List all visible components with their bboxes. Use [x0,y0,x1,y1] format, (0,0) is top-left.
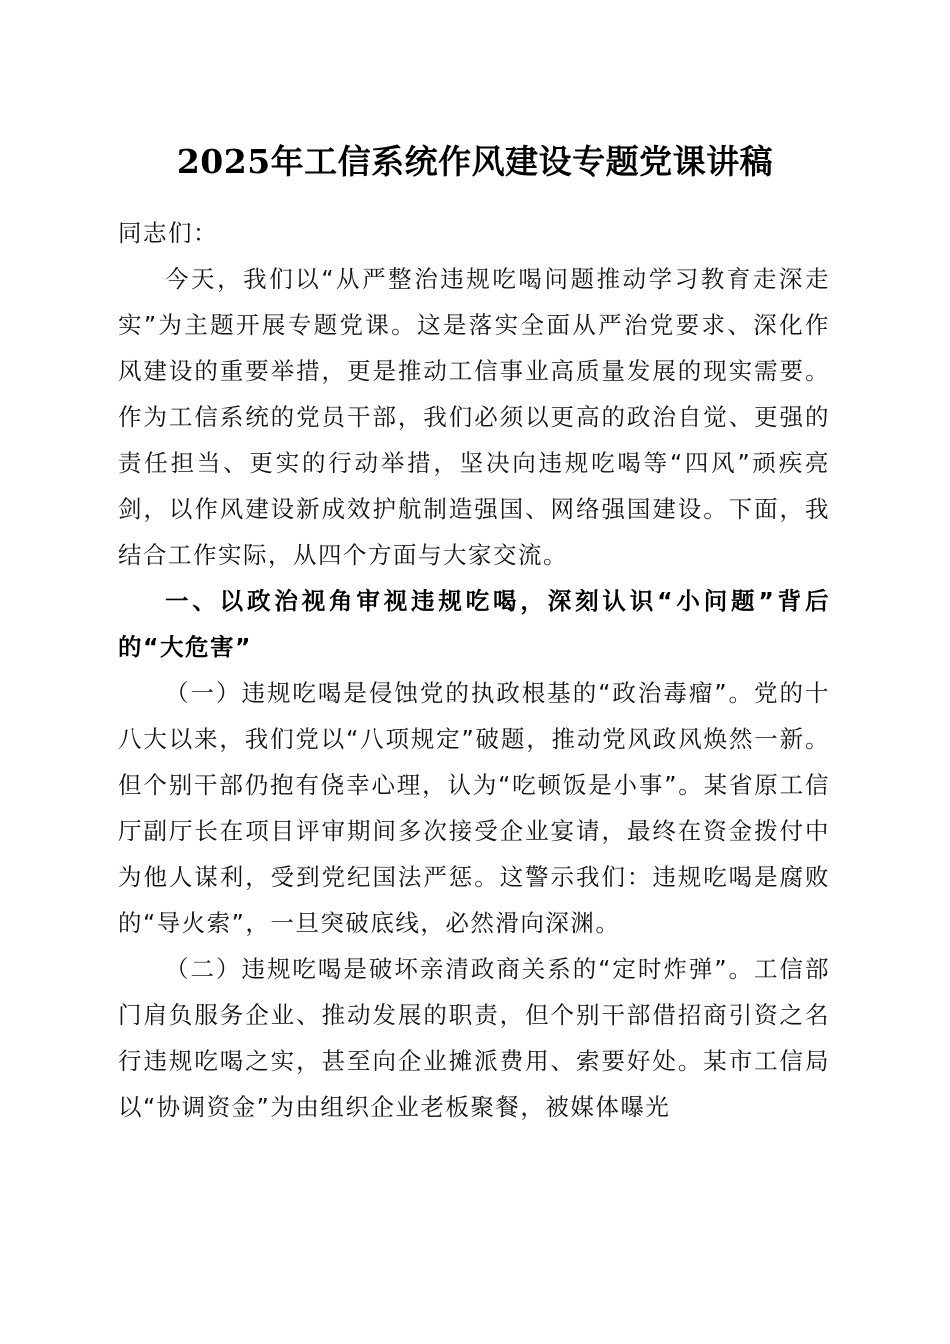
intro-paragraph: 今天，我们以“从严整治违规吃喝问题推动学习教育走深走实”为主题开展专题党课。这是落实全面从严治党要求、深化作风建设的重要举措，更是推动工信事业高质量发展的现实需要。作为工信系统的党员干部，我们必须以更高的政治自觉、更强的责任担当、更实的行动举措，坚决向违规吃喝等“四风”顽疾亮剑，以作风建设新成效护航制造强国、网络强国建设。下面，我结合工作实际，从四个方面与大家交流。 [118,265,830,569]
section-heading-1: 一、以政治视角审视违规吃喝，深刻认识“小问题”背后的“大危害” [118,587,830,661]
subsection-paragraph-1: （一）违规吃喝是侵蚀党的执政根基的“政治毒瘤”。党的十八大以来，我们党以“八项规定”破题，推动党风政风焕然一新。但个别干部仍抱有侥幸心理，认为“吃顿饭是小事”。某省原工信厅副厅长在项目评审期间多次接受企业宴请，最终在资金拨付中为他人谋利，受到党纪国法严惩。这警示我们：违规吃喝是腐败的“导火索”，一旦突破底线，必然滑向深渊。 [118,679,830,937]
subsection-paragraph-2: （二）违规吃喝是破坏亲清政商关系的“定时炸弹”。工信部门肩负服务企业、推动发展的职责，但个别干部借招商引资之名行违规吃喝之实，甚至向企业摊派费用、索要好处。某市工信局以“协调资金”为由组织企业老板聚餐，被媒体曝光 [118,955,830,1121]
document-title: 2025年工信系统作风建设专题党课讲稿 [176,142,774,181]
salutation: 同志们： [118,219,218,247]
document-body [118,210,830,1130]
